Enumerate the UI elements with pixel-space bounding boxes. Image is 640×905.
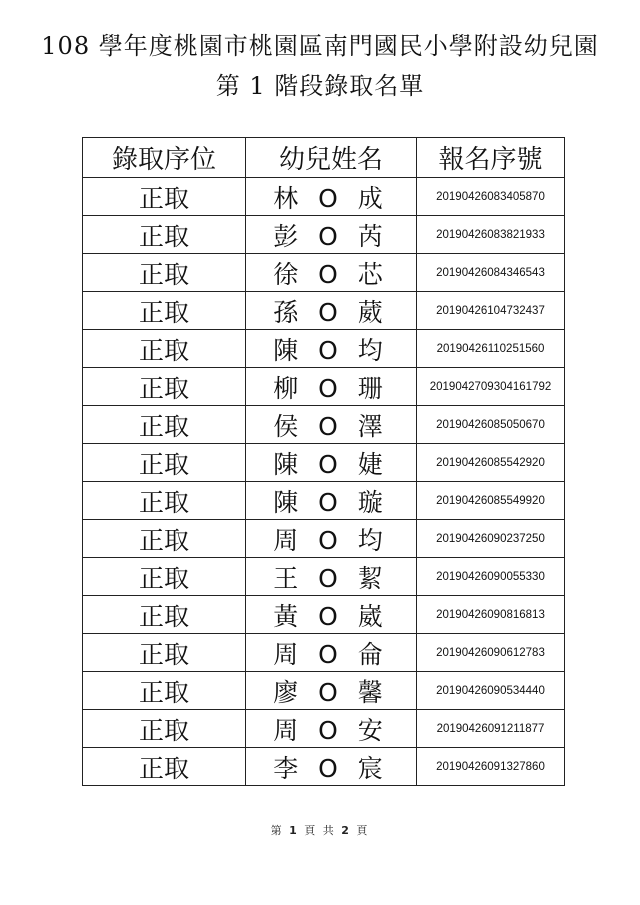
admission-list-table — [82, 137, 565, 786]
registration-number: 20190426090237250 — [417, 520, 565, 558]
table-row — [83, 672, 565, 710]
document-title: 108 學年度桃園市桃園區南門國民小學附設幼兒園 — [41, 32, 599, 60]
footer-suffix: 頁 — [356, 824, 370, 837]
table-row — [83, 254, 565, 292]
table-row — [83, 330, 565, 368]
document-subtitle: 第 1 階段錄取名單 — [215, 72, 425, 100]
admission-status: 正取 — [83, 292, 246, 330]
child-name: 黃 O 崴 — [246, 596, 417, 634]
table-body — [83, 178, 565, 786]
registration-number: 20190426085050670 — [417, 406, 565, 444]
footer-prefix: 第 — [270, 824, 284, 837]
column-header-registration-number: 報名序號 — [417, 138, 565, 178]
admission-status: 正取 — [83, 406, 246, 444]
admission-status: 正取 — [83, 710, 246, 748]
table-row — [83, 520, 565, 558]
table-row — [83, 748, 565, 786]
admission-status: 正取 — [83, 558, 246, 596]
child-name: 陳 O 均 — [246, 330, 417, 368]
child-name: 陳 O 婕 — [246, 444, 417, 482]
child-name: 孫 O 葳 — [246, 292, 417, 330]
registration-number: 20190426085549920 — [417, 482, 565, 520]
table-row — [83, 558, 565, 596]
registration-number: 20190426083405870 — [417, 178, 565, 216]
registration-number: 20190426090816813 — [417, 596, 565, 634]
table-row — [83, 216, 565, 254]
admission-status: 正取 — [83, 596, 246, 634]
child-name: 林 O 成 — [246, 178, 417, 216]
table-row — [83, 634, 565, 672]
table-row — [83, 368, 565, 406]
admission-status: 正取 — [83, 444, 246, 482]
child-name: 周 O 侖 — [246, 634, 417, 672]
page-footer — [0, 822, 640, 838]
admission-status: 正取 — [83, 634, 246, 672]
column-header-rank: 錄取序位 — [83, 138, 246, 178]
child-name: 侯 O 澤 — [246, 406, 417, 444]
admission-status: 正取 — [83, 178, 246, 216]
registration-number: 20190426110251560 — [417, 330, 565, 368]
registration-number: 20190426083821933 — [417, 216, 565, 254]
registration-number: 20190426090612783 — [417, 634, 565, 672]
admission-status: 正取 — [83, 672, 246, 710]
table-row — [83, 444, 565, 482]
footer-middle: 頁 共 — [304, 824, 336, 837]
registration-number: 2019042709304161792 — [417, 368, 565, 406]
admission-status: 正取 — [83, 330, 246, 368]
registration-number: 20190426084346543 — [417, 254, 565, 292]
child-name: 徐 O 芯 — [246, 254, 417, 292]
admission-status: 正取 — [83, 216, 246, 254]
footer-page-number: 1 — [289, 824, 299, 837]
child-name: 周 O 均 — [246, 520, 417, 558]
registration-number: 20190426091327860 — [417, 748, 565, 786]
child-name: 王 O 絜 — [246, 558, 417, 596]
table-row — [83, 596, 565, 634]
child-name: 周 O 安 — [246, 710, 417, 748]
footer-total-pages: 2 — [341, 824, 351, 837]
admission-status: 正取 — [83, 368, 246, 406]
child-name: 陳 O 璇 — [246, 482, 417, 520]
child-name: 廖 O 馨 — [246, 672, 417, 710]
registration-number: 20190426091211877 — [417, 710, 565, 748]
admission-status: 正取 — [83, 254, 246, 292]
table-row — [83, 482, 565, 520]
child-name: 李 O 宸 — [246, 748, 417, 786]
admission-status: 正取 — [83, 748, 246, 786]
table-row — [83, 292, 565, 330]
table-row — [83, 178, 565, 216]
table-row — [83, 710, 565, 748]
admission-status: 正取 — [83, 520, 246, 558]
child-name: 彭 O 芮 — [246, 216, 417, 254]
table-header-row — [83, 138, 565, 178]
registration-number: 20190426085542920 — [417, 444, 565, 482]
registration-number: 20190426090534440 — [417, 672, 565, 710]
registration-number: 20190426104732437 — [417, 292, 565, 330]
table-row — [83, 406, 565, 444]
child-name: 柳 O 珊 — [246, 368, 417, 406]
column-header-child-name: 幼兒姓名 — [246, 138, 417, 178]
admission-status: 正取 — [83, 482, 246, 520]
registration-number: 20190426090055330 — [417, 558, 565, 596]
